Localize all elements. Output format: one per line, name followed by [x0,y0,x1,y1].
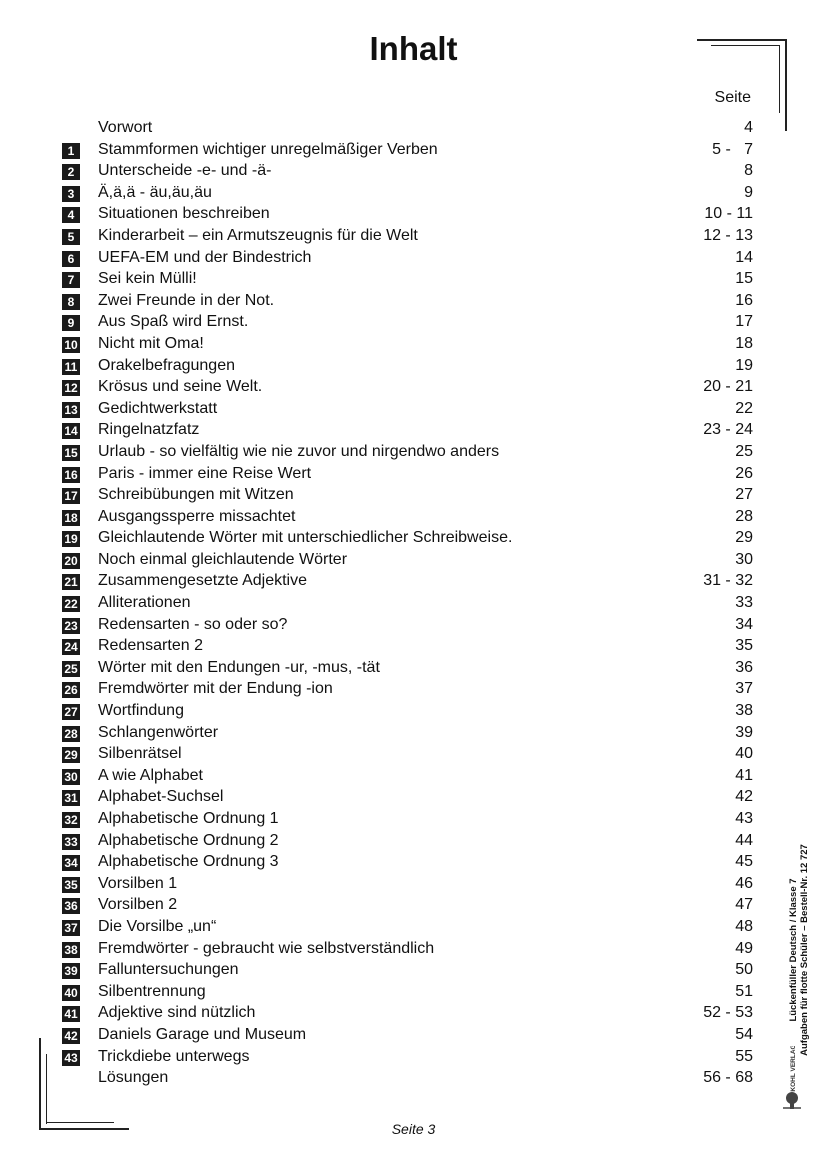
toc-entry-page: 27 [735,486,753,504]
toc-entry-page: 12 - 13 [703,226,753,244]
chapter-number-badge: 8 [62,294,80,310]
chapter-number-badge: 27 [62,704,80,720]
toc-entry-title: Sei kein Mülli! [98,270,197,288]
toc-entry-title: Alphabetische Ordnung 1 [98,810,279,827]
toc-entry-title: Stammformen wichtiger unregelmäßiger Verben [98,140,438,158]
toc-entry [62,744,762,766]
chapter-number-badge: 38 [62,942,80,958]
corner-frame-top-right-v1 [785,39,787,131]
chapter-number-badge: 19 [62,531,80,547]
toc-entry-page: 52 - 53 [703,1004,753,1022]
toc-entry [62,464,762,486]
chapter-number-badge: 39 [62,963,80,979]
toc-entry-title: Gleichlautende Wörter mit unterschiedlicher Schreibweise. [98,529,513,547]
toc-entry-page: 9 [744,183,753,201]
chapter-number-badge: 5 [62,229,80,245]
toc-entry [62,442,762,464]
toc-entry-title: Alphabetische Ordnung 3 [98,853,279,871]
chapter-number-badge: 16 [62,467,80,483]
toc-entry-page: 35 [735,637,753,655]
publisher-logo-graphic [779,1046,805,1110]
toc-entry [62,204,762,226]
toc-entry-page: 34 [735,615,753,633]
chapter-number-badge: 15 [62,445,80,461]
toc-entry-title: Vorwort [98,119,153,136]
chapter-number-badge: 25 [62,661,80,677]
toc-entry-title: Alliterationen [98,594,191,612]
toc-entry-page: 42 [735,788,753,806]
toc-entry [62,528,762,550]
publisher-logo [779,1046,805,1110]
toc-entry-title: Redensarten - so oder so? [98,615,288,633]
toc-entry-page: 40 [735,745,753,763]
toc-entry-title: Adjektive sind nützlich [98,1004,256,1022]
toc-entry [62,701,762,723]
toc-entry-page: 55 [735,1047,753,1065]
toc-entry-title: Krösus und seine Welt. [98,378,263,396]
toc-entry-title: Orakelbefragungen [98,356,235,374]
toc-entry-title: Zwei Freunde in der Not. [98,291,275,309]
toc-entry [62,809,762,831]
toc-entry [62,615,762,637]
toc-entry-page: 30 [735,550,753,568]
toc-entry [62,636,762,658]
chapter-number-badge: 33 [62,834,80,850]
chapter-number-badge: 10 [62,337,80,353]
toc-entry-page: 19 [735,356,753,374]
chapter-number-badge: 3 [62,186,80,202]
chapter-number-badge: 13 [62,402,80,418]
toc-entry-title: Paris - immer eine Reise Wert [98,464,312,482]
chapter-number-badge: 21 [62,574,80,590]
toc-entry-title: Unterscheide -e- und -ä- [98,162,272,180]
chapter-number-badge: 1 [62,143,80,159]
toc-entry-page: 56 - 68 [703,1069,753,1087]
chapter-number-badge: 28 [62,726,80,742]
toc-entry-page: 23 - 24 [703,421,753,439]
toc-entry [62,831,762,853]
toc-entry [62,852,762,874]
toc-entry [62,658,762,680]
toc-entry-title: Situationen beschreiben [98,205,270,223]
toc-entry-title: Silbenrätsel [98,745,182,763]
toc-entry-title: Ä,ä,ä - äu,äu,äu [98,183,212,201]
chapter-number-badge: 17 [62,488,80,504]
toc-entry-title: Vorsilben 1 [98,874,178,892]
toc-entry-title: Kinderarbeit – ein Armutszeugnis für die Welt [98,226,418,244]
toc-entry-title: Alphabet-Suchsel [98,788,224,806]
toc-entry-title: Fremdwörter - gebraucht wie selbstverständlich [98,939,435,957]
toc-entry-page: 44 [735,831,753,849]
toc-entry-title: Aus Spaß wird Ernst. [98,313,249,331]
chapter-number-badge: 32 [62,812,80,828]
toc-entry-page: 8 [744,162,753,180]
toc-entry [62,183,762,205]
corner-frame-bottom-left-v2 [46,1054,47,1124]
toc-entry-title: Gedichtwerkstatt [98,399,218,417]
toc-entry-page: 45 [735,853,753,871]
toc-entry-page: 25 [735,442,753,460]
toc-entry [62,485,762,507]
toc-entry-title: Zusammengesetzte Adjektive [98,572,307,590]
toc-entry-page: 10 - 11 [704,205,753,223]
toc-entry-page: 16 [735,291,753,309]
toc-entry [62,291,762,313]
toc-entry-title: Fremdwörter mit der Endung -ion [98,680,333,698]
toc-entry-title: Schreibübungen mit Witzen [98,486,294,504]
chapter-number-badge: 14 [62,423,80,439]
toc-entry-title: Falluntersuchungen [98,961,239,979]
toc-entry [62,960,762,982]
toc-entry-page: 39 [735,723,753,741]
chapter-number-badge: 4 [62,207,80,223]
toc-entry [62,1003,762,1025]
toc-entry-page: 43 [735,810,753,827]
toc-entry-page: 26 [735,464,753,482]
toc-entry-page: 37 [735,680,753,698]
toc-entry [62,766,762,788]
chapter-number-badge: 12 [62,380,80,396]
toc-entry-page: 51 [735,982,753,1000]
toc-entry [62,377,762,399]
chapter-number-badge: 22 [62,596,80,612]
toc-entry-page: 28 [735,507,753,525]
chapter-number-badge: 40 [62,985,80,1001]
toc-entry-page: 17 [735,313,753,331]
toc-entry-title: Urlaub - so vielfältig wie nie zuvor und nirgendwo anders [98,442,500,460]
toc-entry [62,550,762,572]
chapter-number-badge: 43 [62,1050,80,1066]
chapter-number-badge: 41 [62,1006,80,1022]
toc-entry-page: 15 [735,270,753,288]
toc-entry-title: Redensarten 2 [98,637,203,655]
toc-entry-page: 14 [735,248,753,266]
toc-entry-title: UEFA-EM und der Bindestrich [98,248,312,266]
toc-entry-page: 18 [735,334,753,352]
chapter-number-badge: 6 [62,251,80,267]
toc-entry-title: Vorsilben 2 [98,896,178,914]
chapter-number-badge: 29 [62,747,80,763]
side-order-info: Aufgaben für flotte Schüler – Bestell-Nr. 12 727 [799,844,810,1056]
toc-entry [62,356,762,378]
toc-entry-title: Lösungen [98,1069,169,1087]
toc-entry-page: 33 [735,594,753,612]
toc-entry-page: 49 [735,939,753,957]
toc-entry-title: Wortfindung [98,702,184,720]
chapter-number-badge: 35 [62,877,80,893]
toc-entry-page: 29 [735,529,753,547]
toc-entry [62,982,762,1004]
toc-entry [62,917,762,939]
toc-entry [62,1025,762,1047]
toc-entry-title: Schlangenwörter [98,723,219,741]
toc-entry-title: A wie Alphabet [98,766,203,784]
toc-entry-title: Die Vorsilbe „un“ [98,917,217,935]
chapter-number-badge: 34 [62,855,80,871]
toc-entry-title: Silbentrennung [98,982,206,1000]
toc-entry-page: 48 [735,917,753,935]
chapter-number-badge: 42 [62,1028,80,1044]
toc-entry [62,420,762,442]
toc-entry-page: 47 [735,896,753,914]
toc-entry-title: Noch einmal gleichlautende Wörter [98,550,348,568]
chapter-number-badge: 24 [62,639,80,655]
toc-entry [62,334,762,356]
chapter-number-badge: 26 [62,682,80,698]
side-series-title: Lückenfüller Deutsch / Klasse 7 [788,878,799,1022]
toc-entry [62,226,762,248]
toc-entry [62,939,762,961]
chapter-number-badge: 31 [62,790,80,806]
toc-entry-title: Daniels Garage und Museum [98,1025,307,1043]
publisher-logo-text: KOHL VERLAG [790,1046,797,1092]
toc-entry [62,248,762,270]
toc-entry-page: 5 - 7 [712,140,753,158]
toc-entry-page: 20 - 21 [703,378,753,396]
toc-entry [62,161,762,183]
toc-entry-title: Trickdiebe unterwegs [98,1047,250,1065]
chapter-number-badge: 7 [62,272,80,288]
toc-entry-page: 54 [735,1025,753,1043]
chapter-number-badge: 36 [62,898,80,914]
toc-entry-page: 41 [735,766,753,784]
toc-entry [62,312,762,334]
toc-entry-title: Wörter mit den Endungen -ur, -mus, -tät [98,658,380,676]
corner-frame-top-right-v2 [779,45,780,113]
toc-entry-title: Alphabetische Ordnung 2 [98,831,279,849]
chapter-number-badge: 18 [62,510,80,526]
chapter-number-badge: 30 [62,769,80,785]
toc-entry-page: 46 [735,874,753,892]
toc-entry-page: 22 [735,399,753,417]
toc-entry [62,895,762,917]
toc-entry-page: 36 [735,658,753,676]
toc-entry [62,723,762,745]
toc-entry-page: 31 - 32 [703,572,753,590]
toc-entry-page: 50 [735,961,753,979]
toc-entry [62,1047,762,1069]
corner-frame-top-right-h2 [711,45,779,46]
chapter-number-badge: 37 [62,920,80,936]
corner-frame-top-right-h1 [697,39,787,41]
toc-entry [62,874,762,896]
table-of-contents [62,118,762,1090]
chapter-number-badge: 2 [62,164,80,180]
toc-entry [62,118,762,140]
page-column-header: Seite [714,89,751,106]
toc-entry-page: 38 [735,702,753,720]
toc-entry [62,679,762,701]
toc-entry [62,1068,762,1090]
toc-entry-title: Ringelnatzfatz [98,421,200,439]
toc-entry [62,399,762,421]
chapter-number-badge: 20 [62,553,80,569]
toc-entry-title: Nicht mit Oma! [98,334,204,352]
toc-entry [62,787,762,809]
toc-entry [62,507,762,529]
toc-entry [62,269,762,291]
toc-entry [62,571,762,593]
toc-entry [62,593,762,615]
page-footer: Seite 3 [391,1121,436,1137]
corner-frame-bottom-left-v1 [39,1038,41,1130]
chapter-number-badge: 9 [62,315,80,331]
chapter-number-badge: 11 [62,359,80,375]
toc-entry [62,140,762,162]
chapter-number-badge: 23 [62,618,80,634]
toc-entry-page: 4 [744,119,753,136]
page-title: Inhalt [369,30,458,67]
toc-entry-title: Ausgangssperre missachtet [98,507,296,525]
